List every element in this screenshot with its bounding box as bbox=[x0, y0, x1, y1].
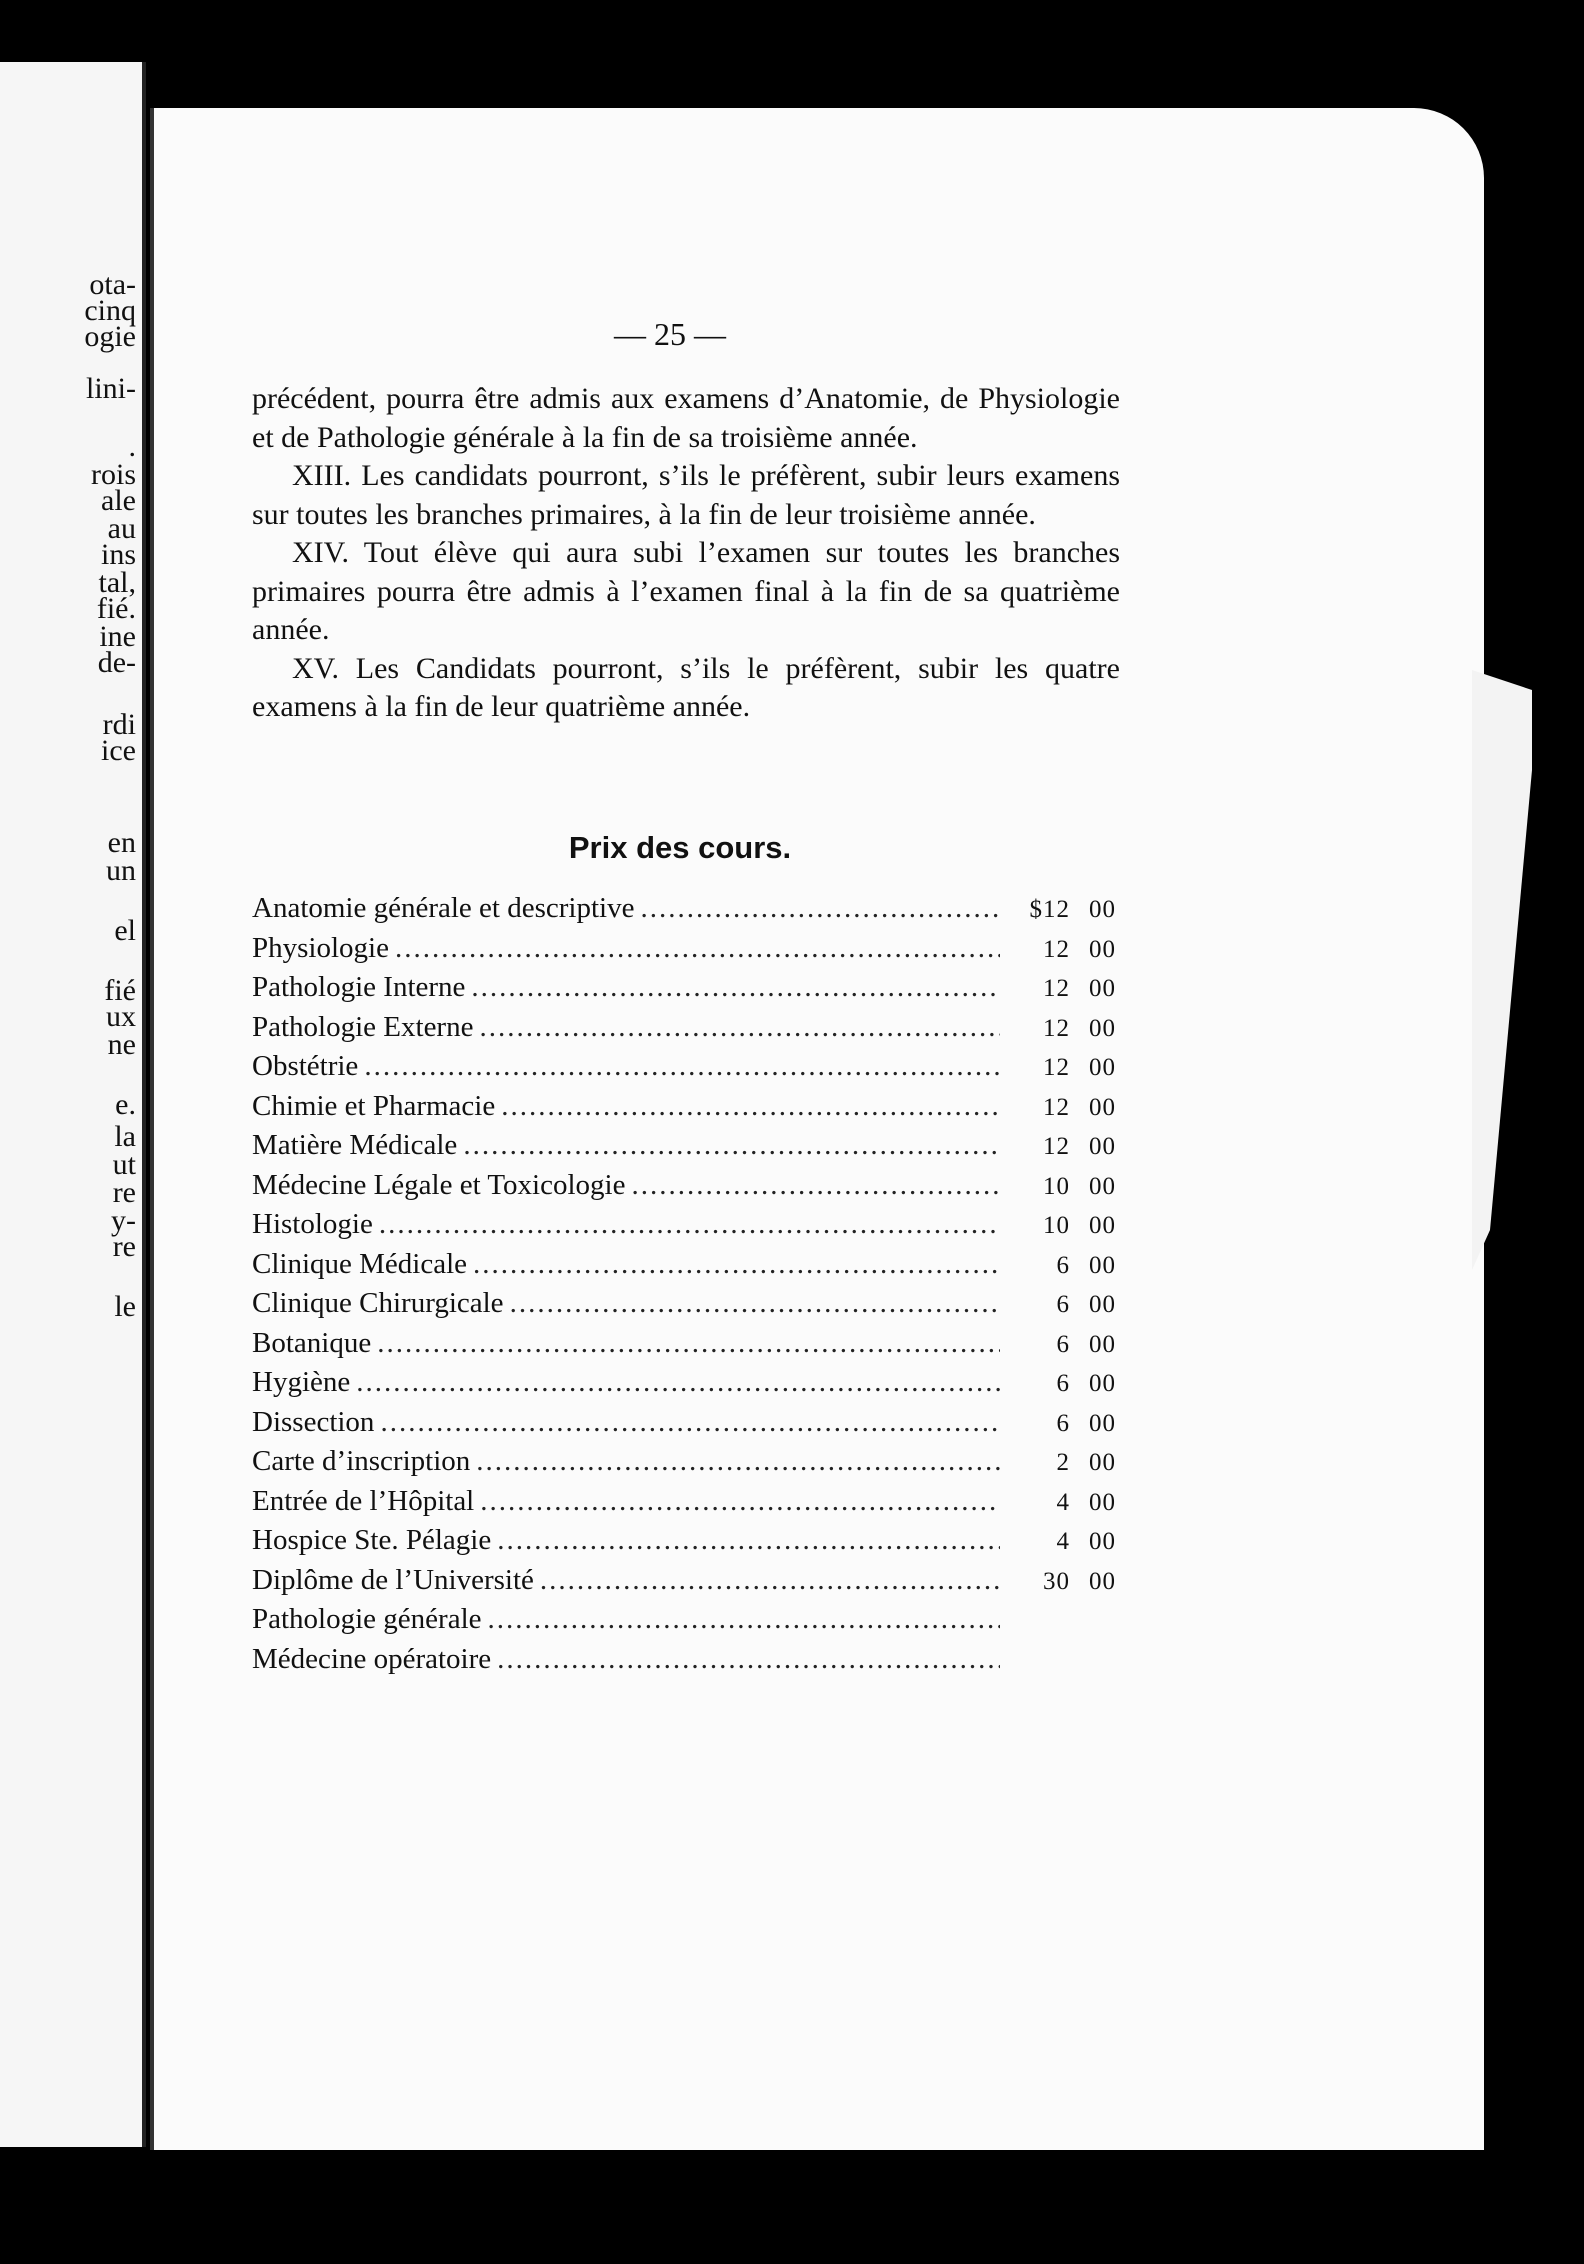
fee-cents: 00 bbox=[1089, 1528, 1116, 1555]
fee-cents: 00 bbox=[1089, 1251, 1116, 1279]
section-title: Prix des cours. bbox=[568, 830, 792, 865]
fee-label: Dissection bbox=[252, 1405, 375, 1438]
fee-row bbox=[252, 1011, 1116, 1051]
fee-row bbox=[252, 1603, 1116, 1643]
fee-dollars: 12 bbox=[1043, 1133, 1070, 1160]
previous-page-fragment: fié bbox=[104, 974, 136, 1007]
previous-page-fragment: la bbox=[114, 1120, 136, 1153]
fee-row bbox=[252, 1366, 1116, 1406]
dot-leader bbox=[473, 1248, 1000, 1281]
previous-page-fragment: ne bbox=[107, 1028, 136, 1061]
fee-amount bbox=[1006, 1133, 1116, 1161]
dot-leader bbox=[631, 1169, 1000, 1202]
page-tab-edge bbox=[1472, 670, 1532, 1270]
previous-page-fragment: re bbox=[112, 1176, 136, 1209]
previous-page-fragment: rois bbox=[91, 458, 136, 491]
previous-page-fragment: ux bbox=[106, 1000, 136, 1033]
paragraph: XV. Les Candidats pourront, s’ils le préfèrent, subir les quatre examens à la fin de leur quatrième année. bbox=[252, 651, 1120, 723]
previous-page-fragment: ice bbox=[101, 734, 136, 767]
paragraph: XIII. Les candidats pourront, s’ils le préfèrent, subir leurs examens sur toutes les branches primaires, à la fin de leur troisième année. bbox=[252, 459, 1120, 531]
previous-page-fragment: en bbox=[107, 826, 136, 859]
fee-amount bbox=[1006, 1449, 1116, 1477]
previous-page-fragment: tal, bbox=[98, 566, 136, 599]
previous-page-fragment: rdi bbox=[102, 708, 136, 741]
dot-leader bbox=[497, 1524, 1000, 1557]
fee-dollars: 12 bbox=[1043, 1014, 1070, 1042]
fee-row bbox=[252, 1169, 1116, 1209]
dot-leader bbox=[379, 1208, 1000, 1241]
dot-leader bbox=[377, 1327, 1000, 1360]
fee-label: Histologie bbox=[252, 1208, 373, 1240]
body-text bbox=[252, 380, 1120, 727]
fee-amount bbox=[1006, 1528, 1116, 1556]
fee-dollars: $12 bbox=[1029, 896, 1070, 923]
previous-page-fragment: le bbox=[114, 1290, 136, 1323]
fee-row bbox=[252, 1445, 1116, 1485]
fee-cents: 00 bbox=[1089, 1054, 1116, 1081]
previous-page-fragment: de- bbox=[97, 646, 136, 679]
fee-cents: 00 bbox=[1089, 1212, 1116, 1239]
fee-amount bbox=[1006, 896, 1116, 924]
page-number: — 25 — bbox=[614, 316, 726, 352]
fee-amount bbox=[1006, 1252, 1116, 1280]
fee-label: Clinique Chirurgicale bbox=[252, 1287, 504, 1319]
fee-cents: 00 bbox=[1089, 896, 1116, 923]
fee-label: Clinique Médicale bbox=[252, 1247, 468, 1280]
fee-dollars: 12 bbox=[1043, 1054, 1070, 1081]
fee-amount bbox=[1006, 1370, 1116, 1398]
fee-dollars: 10 bbox=[1043, 1172, 1070, 1200]
fee-label: Pathologie générale bbox=[252, 1603, 482, 1635]
fee-label: Matière Médicale bbox=[252, 1129, 458, 1161]
previous-page-fragment: ins bbox=[100, 538, 136, 571]
fee-cents: 00 bbox=[1089, 1488, 1116, 1516]
fee-row bbox=[252, 1485, 1116, 1525]
fee-row bbox=[252, 892, 1116, 932]
fee-dollars: 6 bbox=[1056, 1291, 1070, 1318]
previous-page-fragment: e. bbox=[115, 1088, 136, 1121]
fee-dollars: 6 bbox=[1056, 1409, 1070, 1437]
fee-cents: 00 bbox=[1089, 1449, 1116, 1476]
dot-leader bbox=[476, 1445, 1000, 1478]
fee-dollars: 12 bbox=[1043, 975, 1070, 1002]
previous-page-edge bbox=[0, 62, 146, 2147]
fee-amount bbox=[1006, 975, 1116, 1003]
fee-row bbox=[252, 1327, 1116, 1367]
fee-label: Carte d’inscription bbox=[252, 1445, 471, 1477]
previous-page-fragment: ut bbox=[112, 1148, 136, 1181]
dot-leader bbox=[395, 932, 1000, 965]
fee-amount bbox=[1006, 936, 1116, 964]
previous-page-fragment: fié. bbox=[96, 592, 136, 625]
dot-leader bbox=[488, 1603, 1001, 1636]
paragraph: précédent, pourra être admis aux examens d’Anatomie, de Physiologie et de Pathologie générale à la fin de sa troisième année. bbox=[252, 382, 1120, 454]
dot-leader bbox=[380, 1406, 1000, 1439]
fee-amount bbox=[1006, 1094, 1116, 1122]
fee-row bbox=[252, 932, 1116, 972]
dot-leader bbox=[356, 1366, 1000, 1399]
fee-dollars: 2 bbox=[1056, 1449, 1070, 1476]
dot-leader bbox=[510, 1287, 1000, 1320]
fee-dollars: 4 bbox=[1056, 1528, 1070, 1555]
fee-dollars: 12 bbox=[1043, 935, 1070, 963]
fee-cents: 00 bbox=[1089, 1330, 1116, 1358]
previous-page-fragment: cinq bbox=[84, 294, 136, 327]
fee-cents: 00 bbox=[1089, 1172, 1116, 1200]
fee-label: Diplôme de l’Université bbox=[252, 1563, 534, 1596]
fee-amount bbox=[1006, 1212, 1116, 1240]
previous-page-fragment: el bbox=[114, 914, 136, 947]
fee-label: Médecine opératoire bbox=[252, 1642, 492, 1675]
previous-page-fragment: un bbox=[106, 854, 136, 887]
dot-leader bbox=[471, 971, 1000, 1004]
fee-dollars: 12 bbox=[1043, 1093, 1070, 1121]
previous-page-fragment: au bbox=[107, 512, 136, 545]
fee-cents: 00 bbox=[1089, 935, 1116, 963]
fee-row bbox=[252, 1564, 1116, 1604]
fee-list bbox=[252, 892, 1116, 1682]
fee-row bbox=[252, 1406, 1116, 1446]
dot-leader bbox=[640, 892, 1000, 925]
dot-leader bbox=[479, 1011, 1000, 1044]
fee-cents: 00 bbox=[1089, 1370, 1116, 1397]
dot-leader bbox=[540, 1564, 1000, 1597]
fee-row bbox=[252, 1248, 1116, 1288]
fee-label: Hygiène bbox=[252, 1366, 351, 1398]
fee-label: Botanique bbox=[252, 1326, 372, 1359]
previous-page-fragment: ale bbox=[101, 484, 136, 517]
fee-cents: 00 bbox=[1089, 1014, 1116, 1042]
fee-amount bbox=[1006, 1410, 1116, 1438]
previous-page-fragment: re bbox=[112, 1230, 136, 1263]
fee-amount bbox=[1006, 1015, 1116, 1043]
fee-label: Pathologie Interne bbox=[252, 971, 466, 1003]
fee-dollars: 4 bbox=[1056, 1488, 1070, 1516]
dot-leader bbox=[364, 1050, 1000, 1083]
fee-cents: 00 bbox=[1089, 975, 1116, 1002]
fee-label: Obstétrie bbox=[252, 1050, 359, 1082]
fee-row bbox=[252, 1129, 1116, 1169]
previous-page-fragment: . bbox=[128, 430, 136, 463]
fee-dollars: 6 bbox=[1056, 1251, 1070, 1279]
fee-label: Entrée de l’Hôpital bbox=[252, 1484, 475, 1517]
fee-dollars: 6 bbox=[1056, 1330, 1070, 1358]
fee-row bbox=[252, 1050, 1116, 1090]
fee-row bbox=[252, 971, 1116, 1011]
previous-page-fragment: y- bbox=[111, 1204, 136, 1237]
fee-row bbox=[252, 1643, 1116, 1683]
fee-amount bbox=[1006, 1054, 1116, 1082]
dot-leader bbox=[497, 1643, 1000, 1676]
previous-page-fragment: ine bbox=[99, 620, 136, 653]
dot-leader bbox=[480, 1485, 1000, 1518]
fee-label: Médecine Légale et Toxicologie bbox=[252, 1168, 626, 1201]
fee-cents: 00 bbox=[1089, 1409, 1116, 1437]
fee-amount bbox=[1006, 1331, 1116, 1359]
dot-leader bbox=[463, 1129, 1000, 1162]
fee-row bbox=[252, 1090, 1116, 1130]
previous-page-fragment: ota- bbox=[89, 268, 136, 301]
fee-label: Pathologie Externe bbox=[252, 1010, 474, 1043]
previous-page-fragment: ogie bbox=[84, 320, 136, 353]
fee-row bbox=[252, 1524, 1116, 1564]
fee-label: Hospice Ste. Pélagie bbox=[252, 1524, 492, 1556]
dot-leader bbox=[501, 1090, 1000, 1123]
fee-cents: 00 bbox=[1089, 1567, 1116, 1595]
fee-cents: 00 bbox=[1089, 1093, 1116, 1121]
fee-label: Chimie et Pharmacie bbox=[252, 1089, 496, 1122]
fee-amount bbox=[1006, 1291, 1116, 1319]
fee-cents: 00 bbox=[1089, 1291, 1116, 1318]
fee-label: Anatomie générale et descriptive bbox=[252, 892, 635, 924]
fee-dollars: 30 bbox=[1043, 1567, 1070, 1595]
fee-row bbox=[252, 1287, 1116, 1327]
fee-cents: 00 bbox=[1089, 1133, 1116, 1160]
previous-page-fragment: lini- bbox=[86, 372, 136, 405]
fee-amount bbox=[1006, 1173, 1116, 1201]
paragraph: XIV. Tout élève qui aura subi l’examen sur toutes les branches primaires pourra être admis à l’examen final à la fin de sa quatrième année. bbox=[252, 536, 1120, 646]
fee-amount bbox=[1006, 1568, 1116, 1596]
fee-dollars: 6 bbox=[1056, 1370, 1070, 1397]
fee-dollars: 10 bbox=[1043, 1212, 1070, 1239]
fee-row bbox=[252, 1208, 1116, 1248]
fee-amount bbox=[1006, 1489, 1116, 1517]
fee-label: Physiologie bbox=[252, 931, 389, 964]
